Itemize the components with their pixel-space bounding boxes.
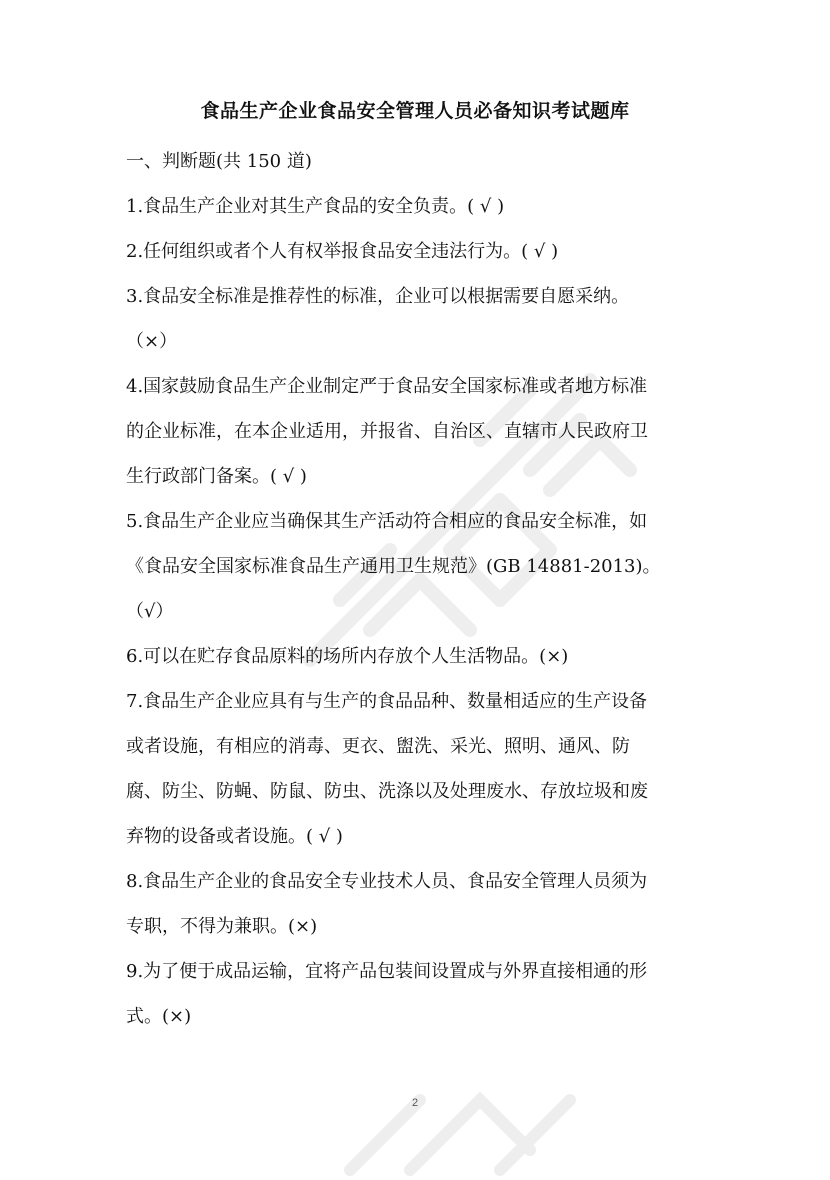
text-line: 弃物的设备或者设施。( √ ) (126, 826, 343, 847)
text-line: 《食品安全国家标准食品生产通用卫生规范》(GB 14881-2013)。 (126, 556, 661, 577)
section-heading: 一、判断题(共 150 道) (126, 151, 312, 172)
document-title: 食品生产企业食品安全管理人员必备知识考试题库 (200, 100, 630, 122)
text-line: （×） (126, 331, 178, 352)
document-body (126, 150, 706, 1029)
text-line: 1.食品生产企业对其生产食品的安全负责。( √ ) (126, 196, 505, 217)
text-line: 5.食品生产企业应当确保其生产活动符合相应的食品安全标准，如 (126, 511, 648, 532)
text-line: 或者设施，有相应的消毒、更衣、盥洗、采光、照明、通风、防 (126, 736, 630, 757)
watermark-graphic-bottom (330, 1070, 590, 1180)
page-number: 2 (411, 1097, 419, 1109)
text-line: 专职，不得为兼职。(×) (126, 916, 318, 937)
text-line: 6.可以在贮存食品原料的场所内存放个人生活物品。(×) (126, 646, 569, 667)
text-line: 式。(×) (126, 1006, 192, 1027)
text-line: 8.食品生产企业的食品安全专业技术人员、食品安全管理人员须为 (126, 871, 648, 892)
text-line: 7.食品生产企业应具有与生产的食品品种、数量相适应的生产设备 (126, 691, 648, 712)
text-line: 2.任何组织或者个人有权举报食品安全违法行为。( √ ) (126, 241, 559, 262)
text-line: （√） (126, 601, 174, 622)
text-line: 9.为了便于成品运输，宜将产品包装间设置成与外界直接相通的形 (126, 961, 648, 982)
text-line: 腐、防尘、防蝇、防鼠、防虫、洗涤以及处理废水、存放垃圾和废 (126, 781, 648, 802)
text-line: 生行政部门备案。( √ ) (126, 466, 307, 487)
text-line: 4.国家鼓励食品生产企业制定严于食品安全国家标准或者地方标准 (126, 376, 648, 397)
text-line: 3.食品安全标准是推荐性的标准，企业可以根据需要自愿采纳。 (126, 286, 630, 307)
text-line: 的企业标准，在本企业适用，并报省、自治区、直辖市人民政府卫 (126, 421, 648, 442)
